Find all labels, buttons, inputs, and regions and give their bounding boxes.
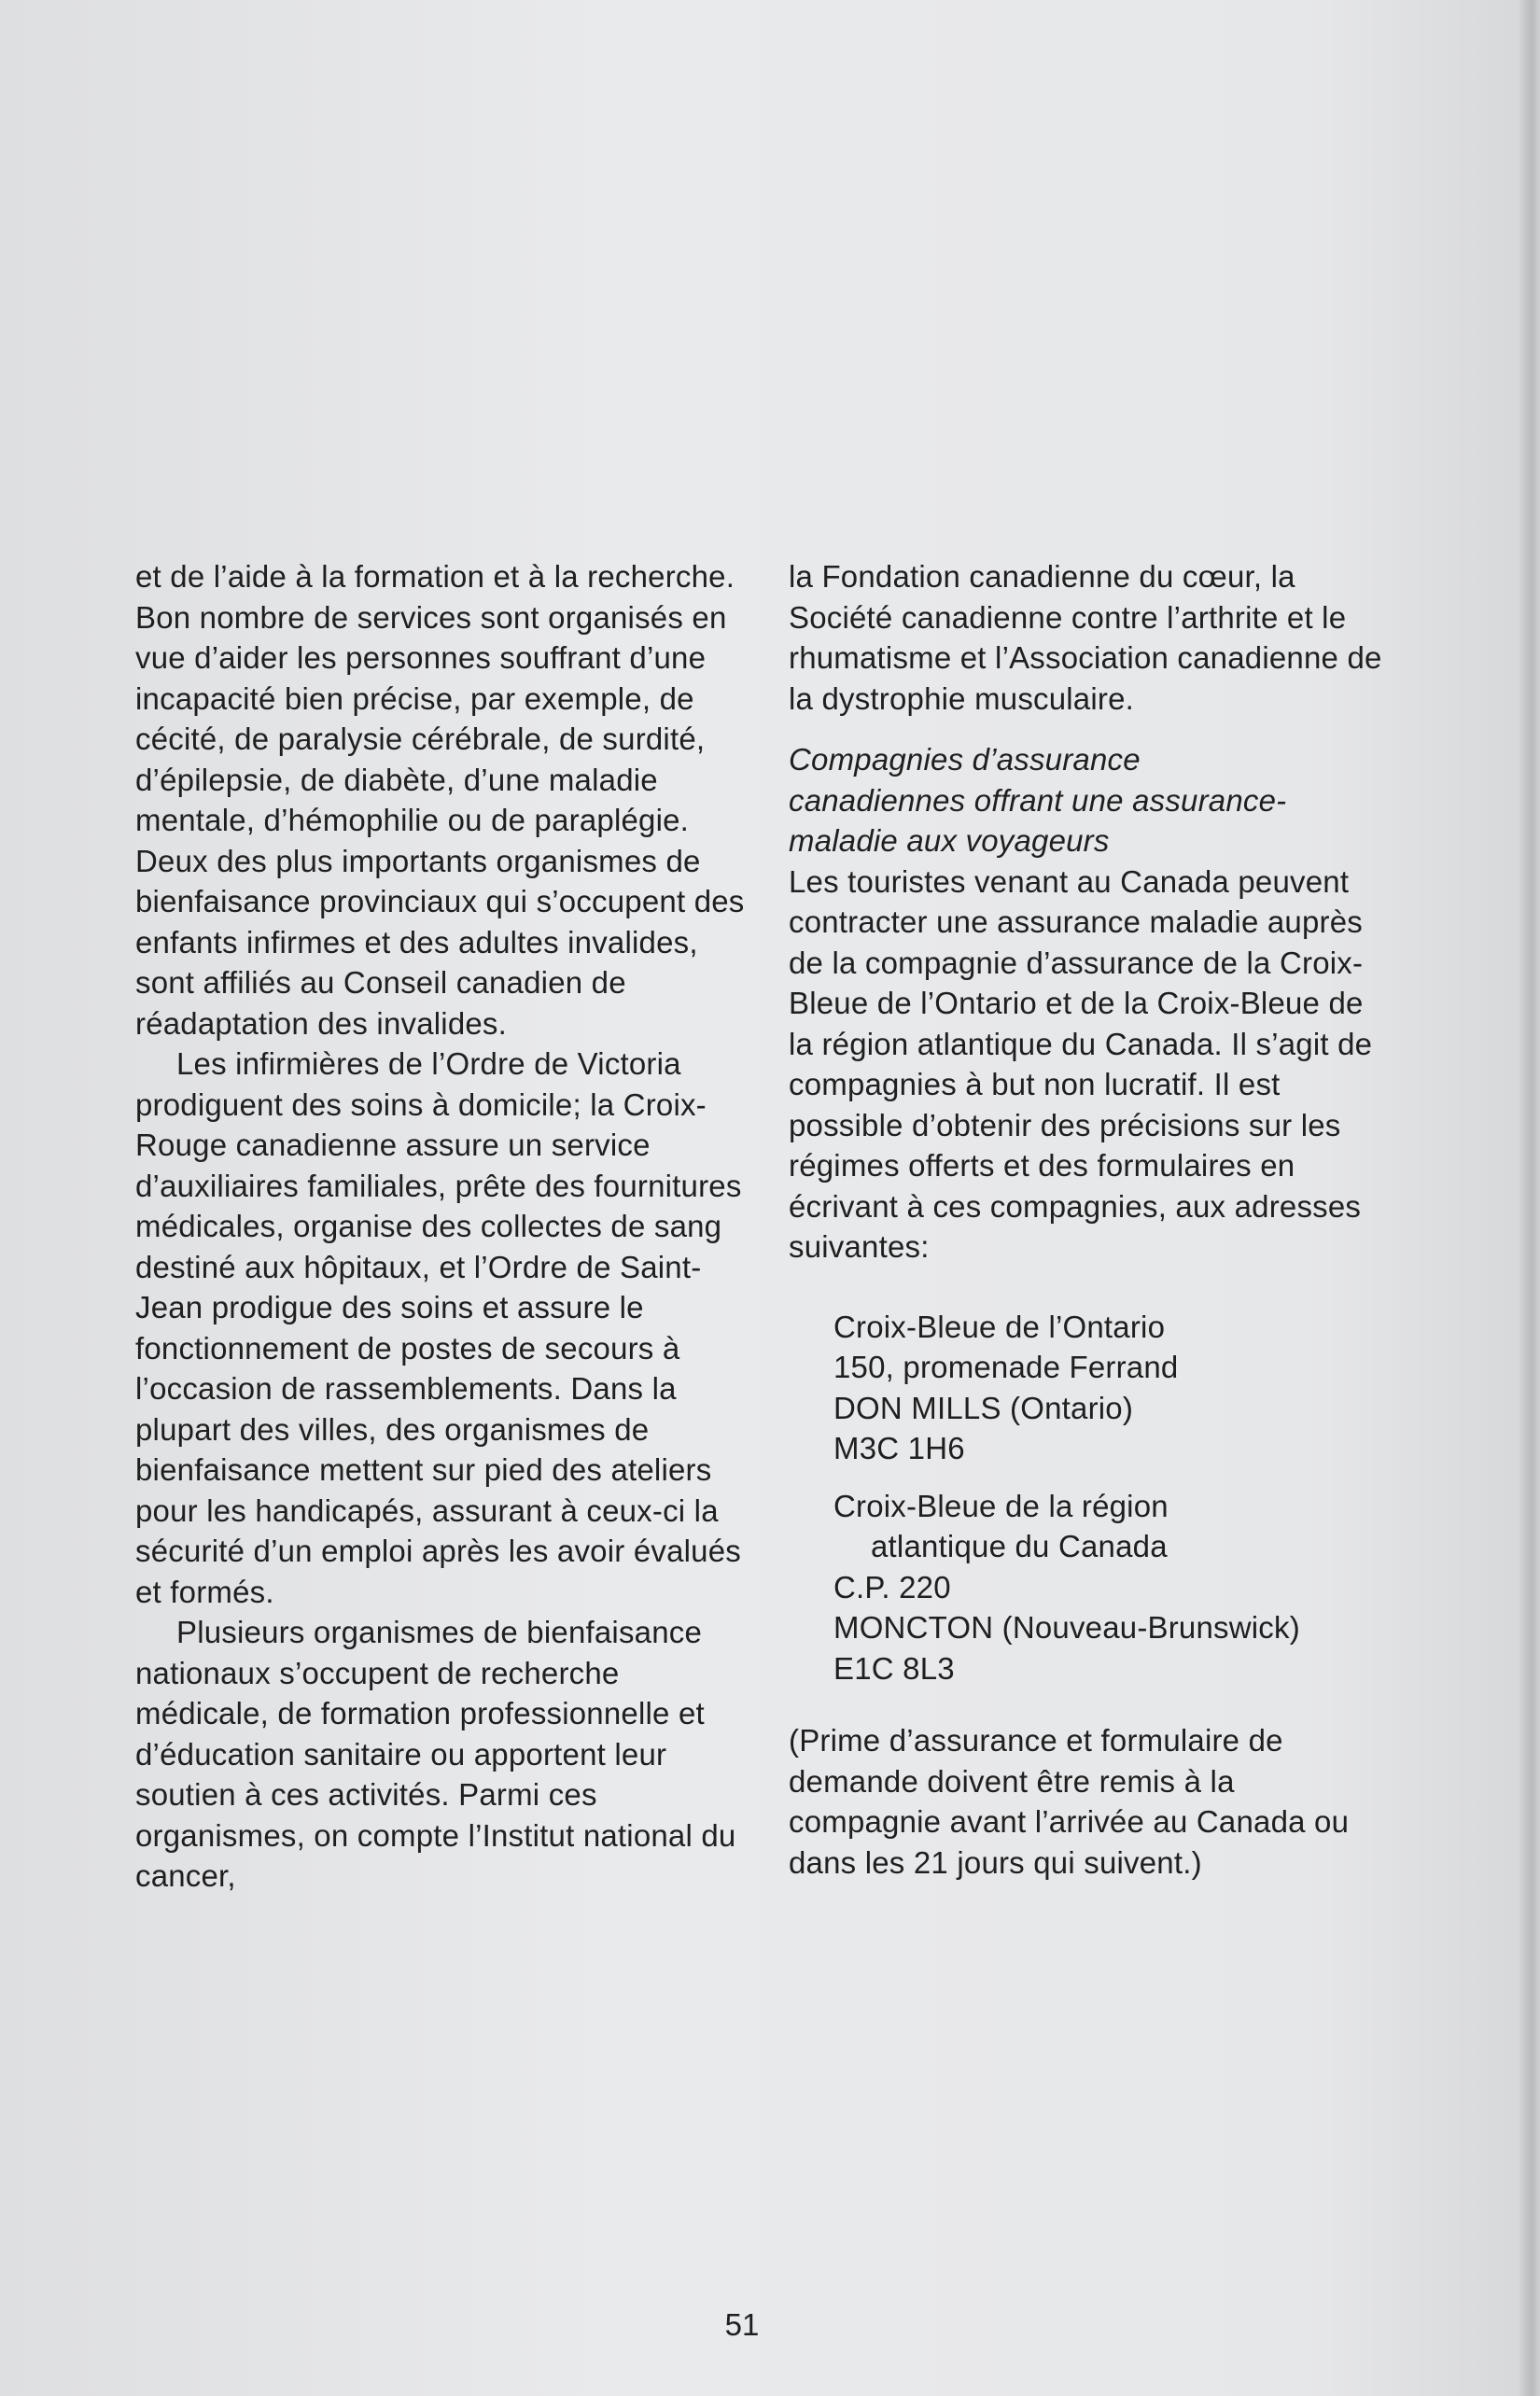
section-heading [789,739,1395,862]
address-2-line-2: atlantique du Canada [871,1529,1168,1563]
section-heading-line-2: canadiennes offrant une assurance- [789,782,1287,818]
section-heading-line-3: maladie aux voyageurs [789,823,1110,858]
right-paragraph-1: la Fondation canadienne du cœur, la Société canadienne contre l’arthrite et le rhumatisme et l’Association canadienne de la dystrophie musculaire. [789,559,1382,716]
left-column [135,556,751,1897]
address-1-line-4: M3C 1H6 [833,1431,965,1465]
address-1-line-1: Croix-Bleue de l’Ontario [833,1309,1166,1344]
address-blue-cross-atlantic [789,1486,1395,1689]
address-2-line-3: C.P. 220 [833,1569,951,1604]
address-1-line-2: 150, promenade Ferrand [833,1350,1179,1384]
right-column [789,556,1395,1883]
left-paragraph-2: Les infirmières de l’Ordre de Victoria prodiguent des soins à domicile; la Croix-Rouge canadienne assure un service d’auxiliaires familiales, prête des fournitures médicales, organise des collectes de sang destiné aux hôpitaux, et l’Ordre de Saint-Jean prodigue des soins et assure le fonctionnement de postes de secours à l’occasion de rassemblements. Dans la plupart des villes, des organismes de bienfaisance mettent sur pied des ateliers pour les handicapés, assurant à ceux-ci la sécurité d’un emploi après les avoir évalués et formés. [135,1046,742,1609]
left-paragraph-3: Plusieurs organismes de bienfaisance nationaux s’occupent de recherche médicale, de formation professionnelle et d’éducation sanitaire ou apportent leur soutien à ces activités. Parmi ces organismes, on compte l’Institut national du cancer, [135,1615,736,1893]
address-2-line-4: MONCTON (Nouveau-Brunswick) [833,1610,1300,1645]
right-paragraph-2: Les touristes venant au Canada peuvent contracter une assurance maladie auprès de la compagnie d’assurance de la Croix-Bleue de l’Ontario et de la Croix-Bleue de la région atlantique du Canada. Il s’agit de compagnies à but non lucratif. Il est possible d’obtenir des précisions sur les régimes offerts et des formulaires en écrivant à ces compagnies, aux adresses suivantes: [789,863,1373,1264]
insurance-note: (Prime d’assurance et formulaire de demande doivent être remis à la compagnie avant l’arrivée au Canada ou dans les 21 jours qui suivent.) [789,1723,1350,1880]
page-number: 51 [724,2307,760,2342]
address-2-line-1: Croix-Bleue de la région [833,1488,1169,1523]
page-edge [1519,0,1540,2396]
section-heading-line-1: Compagnies d’assurance [789,742,1141,777]
address-2-line-5: E1C 8L3 [833,1650,955,1686]
address-1-line-3: DON MILLS (Ontario) [833,1390,1134,1425]
left-paragraph-1: et de l’aide à la formation et à la recherche. Bon nombre de services sont organisés en vue d’aider les personnes souffrant d’une incapacité bien précise, par exemple, de cécité, de paralysie cérébrale, de surdité, d’épilepsie, de diabète, d’une maladie mentale, d’hémophilie ou de paraplégie. Deux des plus importants organismes de bienfaisance provinciaux qui s’occupent des enfants infirmes et des adultes invalides, sont affiliés au Conseil canadien de réadaptation des invalides. [135,559,745,1041]
address-blue-cross-ontario [789,1307,1395,1469]
